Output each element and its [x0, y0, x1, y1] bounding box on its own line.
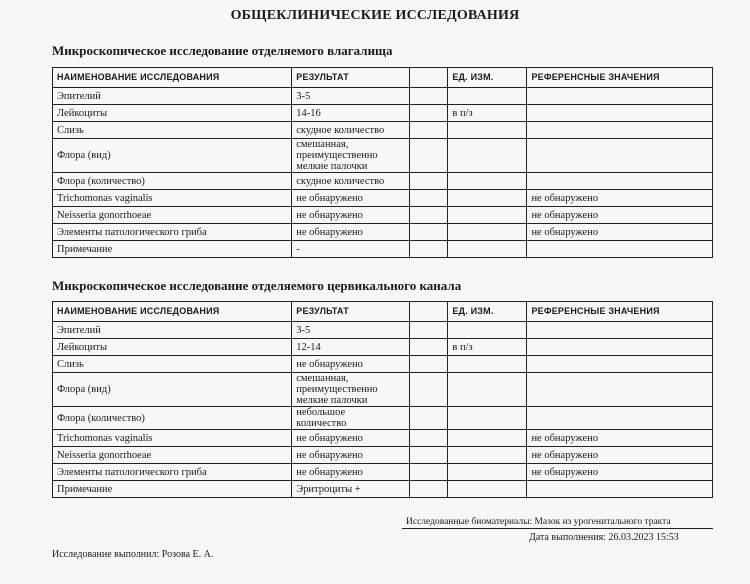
test-reference — [527, 322, 713, 339]
test-unit — [448, 224, 527, 241]
test-result-line: не обнаружено — [296, 209, 363, 221]
table-row — [53, 407, 713, 430]
test-reference — [527, 173, 713, 190]
completion-date: Дата выполнения: 26.03.2023 15:53 — [529, 532, 679, 543]
test-name: Примечание — [53, 481, 292, 498]
empty-cell — [409, 322, 448, 339]
test-result-line: преимущественно — [296, 384, 378, 395]
test-reference: не обнаружено — [527, 430, 713, 447]
test-unit — [448, 190, 527, 207]
test-result — [292, 207, 410, 224]
section-title-vaginal: Микроскопическое исследование отделяемого влагалища — [52, 43, 393, 58]
test-unit — [448, 322, 527, 339]
test-name: Лейкоциты — [53, 105, 292, 122]
empty-cell — [409, 447, 448, 464]
test-result-line: не обнаружено — [296, 226, 363, 238]
test-name: Лейкоциты — [53, 339, 292, 356]
header-name: НАИМЕНОВАНИЕ ИССЛЕДОВАНИЯ — [53, 302, 292, 322]
empty-cell — [409, 173, 448, 190]
empty-cell — [409, 356, 448, 373]
test-result — [292, 430, 410, 447]
test-result-line: количество — [296, 418, 347, 429]
test-result-line: мелкие палочки — [296, 161, 368, 172]
test-result — [292, 88, 410, 105]
test-result — [292, 122, 410, 139]
test-result-line: - — [296, 243, 300, 255]
header-reference: РЕФЕРЕНСНЫЕ ЗНАЧЕНИЯ — [527, 302, 713, 322]
results-table-vaginal — [52, 67, 713, 258]
test-result-line: не обнаружено — [296, 432, 363, 444]
table-row — [53, 207, 713, 224]
table-row — [53, 105, 713, 122]
test-result — [292, 173, 410, 190]
test-unit — [448, 88, 527, 105]
test-name: Trichomonas vaginalis — [53, 430, 292, 447]
test-name: Флора (вид) — [53, 139, 292, 173]
test-reference: не обнаружено — [527, 207, 713, 224]
test-result — [292, 339, 410, 356]
empty-cell — [409, 373, 448, 407]
test-result-line: Эритроциты + — [296, 483, 361, 495]
test-result-line: 14-16 — [296, 107, 321, 119]
table-row — [53, 373, 713, 407]
test-result-line: не обнаружено — [296, 449, 363, 461]
empty-cell — [409, 190, 448, 207]
test-unit — [448, 122, 527, 139]
empty-cell — [409, 207, 448, 224]
table-row — [53, 88, 713, 105]
table-row — [53, 139, 713, 173]
test-unit — [448, 373, 527, 407]
table-row — [53, 447, 713, 464]
test-reference — [527, 407, 713, 430]
test-result — [292, 481, 410, 498]
test-name: Флора (вид) — [53, 373, 292, 407]
test-result — [292, 322, 410, 339]
test-reference — [527, 122, 713, 139]
test-name: Эпителий — [53, 322, 292, 339]
test-result-line: скудное количество — [296, 175, 385, 187]
test-unit — [448, 241, 527, 258]
test-result — [292, 241, 410, 258]
test-result — [292, 407, 410, 430]
test-result — [292, 447, 410, 464]
test-name: Trichomonas vaginalis — [53, 190, 292, 207]
test-unit — [448, 430, 527, 447]
header-unit: ЕД. ИЗМ. — [448, 302, 527, 322]
table-row — [53, 190, 713, 207]
test-name: Элементы патологического гриба — [53, 464, 292, 481]
test-unit: в п/з — [448, 105, 527, 122]
test-reference: не обнаружено — [527, 190, 713, 207]
table-row — [53, 356, 713, 373]
test-result-line: 12-14 — [296, 341, 321, 353]
test-name: Примечание — [53, 241, 292, 258]
table-header-row — [53, 68, 713, 88]
test-reference — [527, 139, 713, 173]
test-result — [292, 105, 410, 122]
test-unit — [448, 356, 527, 373]
test-reference — [527, 356, 713, 373]
empty-cell — [409, 339, 448, 356]
header-result: РЕЗУЛЬТАТ — [292, 68, 410, 88]
table-row — [53, 430, 713, 447]
test-reference — [527, 373, 713, 407]
test-reference — [527, 241, 713, 258]
test-result — [292, 373, 410, 407]
test-name: Neisseria gonorrhoeae — [53, 447, 292, 464]
test-name: Эпителий — [53, 88, 292, 105]
footer-divider — [402, 528, 713, 529]
empty-cell — [409, 481, 448, 498]
empty-cell — [409, 407, 448, 430]
empty-cell — [409, 430, 448, 447]
test-unit — [448, 207, 527, 224]
test-reference: не обнаружено — [527, 464, 713, 481]
test-result — [292, 356, 410, 373]
table-row — [53, 224, 713, 241]
test-result — [292, 464, 410, 481]
test-result-line: не обнаружено — [296, 192, 363, 204]
test-name: Флора (количество) — [53, 407, 292, 430]
test-unit — [448, 447, 527, 464]
test-name: Флора (количество) — [53, 173, 292, 190]
test-reference: не обнаружено — [527, 224, 713, 241]
table-row — [53, 241, 713, 258]
header-result: РЕЗУЛЬТАТ — [292, 302, 410, 322]
test-name: Слизь — [53, 122, 292, 139]
test-name: Элементы патологического гриба — [53, 224, 292, 241]
header-unit: ЕД. ИЗМ. — [448, 68, 527, 88]
test-reference — [527, 105, 713, 122]
empty-cell — [409, 88, 448, 105]
table-row — [53, 464, 713, 481]
empty-cell — [409, 241, 448, 258]
test-unit: в п/з — [448, 339, 527, 356]
test-unit — [448, 139, 527, 173]
results-table-cervical — [52, 301, 713, 498]
test-unit — [448, 173, 527, 190]
empty-cell — [409, 122, 448, 139]
header-spacer — [409, 302, 448, 322]
test-result-line: мелкие палочки — [296, 395, 368, 406]
test-result-line: 3-5 — [296, 324, 311, 336]
test-unit — [448, 464, 527, 481]
test-result-line: смешанная, — [296, 373, 349, 384]
test-unit — [448, 407, 527, 430]
empty-cell — [409, 105, 448, 122]
table-row — [53, 122, 713, 139]
table-row — [53, 173, 713, 190]
table-row — [53, 322, 713, 339]
test-reference — [527, 481, 713, 498]
test-result-line: не обнаружено — [296, 358, 363, 370]
test-result-line: не обнаружено — [296, 466, 363, 478]
header-reference: РЕФЕРЕНСНЫЕ ЗНАЧЕНИЯ — [527, 68, 713, 88]
section-title-cervical: Микроскопическое исследование отделяемого цервикального канала — [52, 278, 462, 293]
test-result — [292, 224, 410, 241]
test-result-line: преимущественно — [296, 150, 378, 161]
header-name: НАИМЕНОВАНИЕ ИССЛЕДОВАНИЯ — [53, 68, 292, 88]
test-reference — [527, 339, 713, 356]
test-unit — [448, 481, 527, 498]
header-spacer — [409, 68, 448, 88]
test-result-line: смешанная, — [296, 139, 349, 150]
test-name: Слизь — [53, 356, 292, 373]
performer: Исследование выполнил: Розова Е. А. — [52, 549, 214, 560]
empty-cell — [409, 224, 448, 241]
test-result — [292, 139, 410, 173]
empty-cell — [409, 139, 448, 173]
biomaterials-note: Исследованные биоматериалы: Мазок из урогенитального тракта — [406, 517, 671, 527]
report-title: ОБЩЕКЛИНИЧЕСКИЕ ИССЛЕДОВАНИЯ — [230, 8, 520, 23]
empty-cell — [409, 464, 448, 481]
test-result-line: небольшое — [296, 407, 346, 418]
test-result — [292, 190, 410, 207]
test-reference: не обнаружено — [527, 447, 713, 464]
test-result-line: 3-5 — [296, 90, 311, 102]
table-row — [53, 481, 713, 498]
test-result-line: скудное количество — [296, 124, 385, 136]
table-header-row — [53, 302, 713, 322]
table-row — [53, 339, 713, 356]
test-name: Neisseria gonorrhoeae — [53, 207, 292, 224]
test-reference — [527, 88, 713, 105]
